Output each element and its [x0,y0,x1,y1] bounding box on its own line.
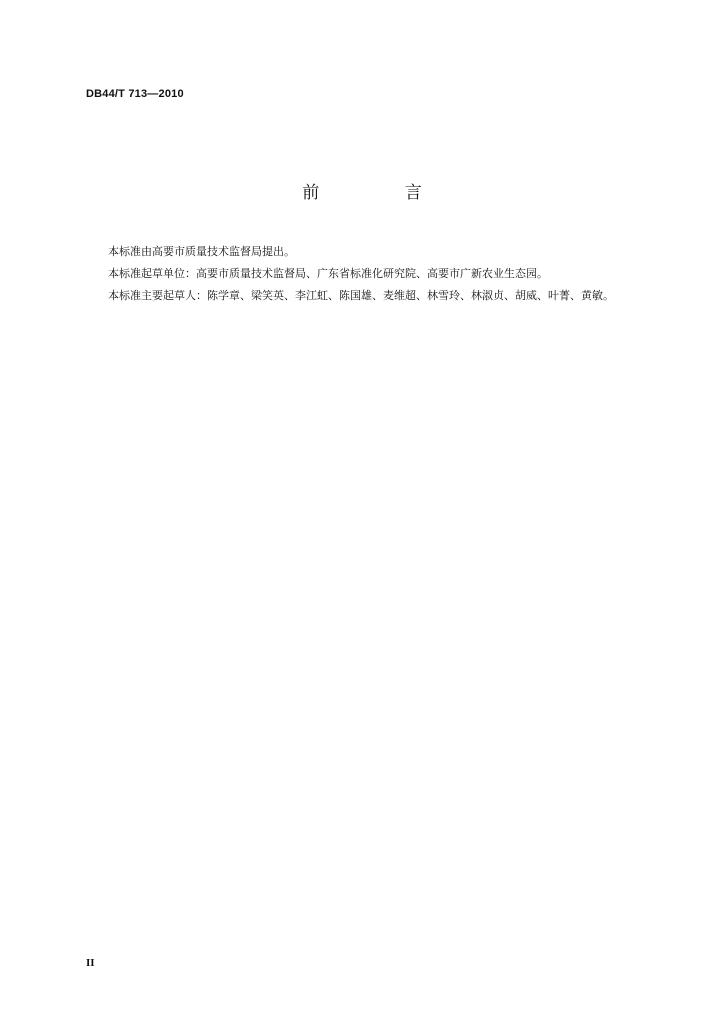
standard-code: DB44/T 713—2010 [86,88,184,100]
paragraph-proposer: 本标准由高要市质量技术监督局提出。 [108,245,295,258]
page-number: II [86,957,95,969]
foreword-body [86,241,660,307]
section-title: 前 言 [302,183,462,203]
paragraph-drafters: 本标准主要起草人：陈学章、梁笑英、李江虹、陈国雄、麦维超、林雪玲、林淑贞、胡威、叶菁、黄敏。 [108,289,614,302]
paragraph-drafting-units: 本标准起草单位：高要市质量技术监督局、广东省标准化研究院、高要市广新农业生态园。 [108,267,548,280]
